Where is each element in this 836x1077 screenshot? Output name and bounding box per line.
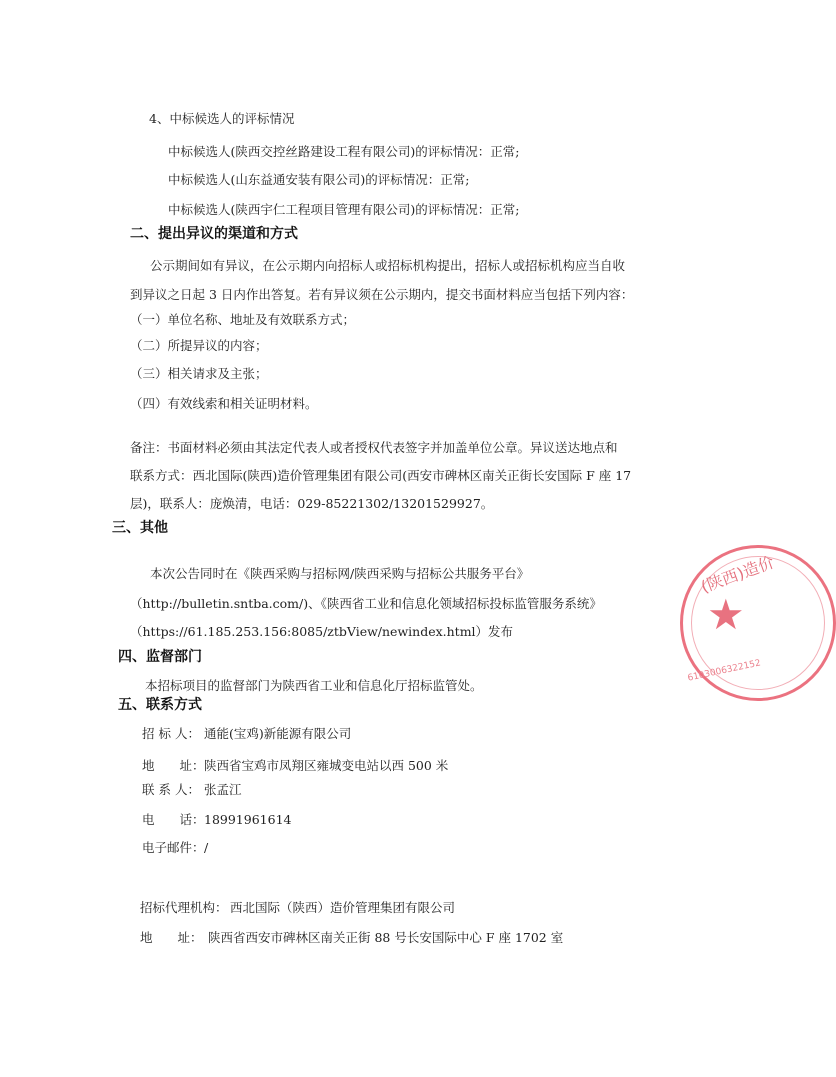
seal-code: 6103006322152 bbox=[686, 658, 762, 684]
section3-title: 三、其他 bbox=[112, 520, 168, 536]
section2-title: 二、提出异议的渠道和方式 bbox=[130, 226, 298, 242]
publish-line3: （https://61.185.253.156:8085/ztbView/newindex.html）发布 bbox=[130, 624, 514, 639]
contact-value: 张孟江 bbox=[204, 782, 242, 797]
tenderer-label: 招 标 人： bbox=[142, 726, 200, 741]
publish-line2: （http://bulletin.sntba.com/)、《陕西省工业和信息化领域招标投标监管服务系统》 bbox=[130, 596, 602, 611]
objection-para-line2: 到异议之日起 3 日内作出答复。若有异议须在公示期内，提交书面材料应当包括下列内容： bbox=[130, 287, 634, 302]
email-label: 电子邮件： bbox=[142, 840, 205, 855]
phone-value: 18991961614 bbox=[204, 812, 292, 827]
agency-value: 西北国际（陕西）造价管理集团有限公司 bbox=[230, 900, 456, 915]
contact-label: 联 系 人： bbox=[142, 782, 200, 797]
note-line1: 备注：书面材料必须由其法定代表人或者授权代表签字并加盖单位公章。异议送达地点和 bbox=[130, 440, 618, 455]
publish-line1: 本次公告同时在《陕西采购与招标网/陕西采购与招标公共服务平台》 bbox=[150, 566, 530, 581]
section4-heading: 4、中标候选人的评标情况 bbox=[149, 111, 295, 126]
section4-title: 四、监督部门 bbox=[118, 649, 202, 665]
note-line2: 联系方式：西北国际(陕西)造价管理集团有限公司(西安市碑林区南关正街长安国际 F 座 17 bbox=[130, 468, 632, 483]
phone-label: 电 话： bbox=[142, 812, 205, 827]
objection-para-line1: 公示期间如有异议，在公示期内向招标人或招标机构提出，招标人或招标机构应当自收 bbox=[150, 258, 626, 273]
candidate-2-result: 中标候选人(山东益通安装有限公司)的评标情况：正常; bbox=[168, 172, 470, 187]
agency-address-label: 地 址： bbox=[140, 930, 203, 945]
supervision-line: 本招标项目的监督部门为陕西省工业和信息化厅招标监管处。 bbox=[145, 678, 483, 693]
tenderer-value: 通能(宝鸡)新能源有限公司 bbox=[204, 726, 352, 741]
candidate-3-result: 中标候选人(陕西宇仁工程项目管理有限公司)的评标情况：正常; bbox=[168, 202, 520, 217]
note-line3: 层)，联系人：庞焕清，电话：029-85221302/13201529927。 bbox=[130, 496, 494, 511]
address-value: 陕西省宝鸡市凤翔区雍城变电站以西 500 米 bbox=[204, 758, 449, 773]
objection-item-4: （四）有效线索和相关证明材料。 bbox=[130, 396, 318, 411]
star-icon: ★ bbox=[707, 590, 745, 639]
objection-item-3: （三）相关请求及主张； bbox=[130, 366, 268, 381]
section5-title: 五、联系方式 bbox=[118, 697, 202, 713]
objection-item-2: （二）所提异议的内容； bbox=[130, 338, 268, 353]
candidate-1-result: 中标候选人(陕西交控丝路建设工程有限公司)的评标情况：正常; bbox=[168, 144, 520, 159]
objection-item-1: （一）单位名称、地址及有效联系方式； bbox=[130, 312, 356, 327]
agency-address-value: 陕西省西安市碑林区南关正街 88 号长安国际中心 F 座 1702 室 bbox=[208, 930, 564, 945]
agency-label: 招标代理机构： bbox=[140, 900, 228, 915]
email-value: / bbox=[204, 840, 209, 855]
company-seal bbox=[680, 545, 836, 701]
address-label: 地 址： bbox=[142, 758, 205, 773]
seal-text: (陕西)造价 bbox=[698, 552, 777, 597]
